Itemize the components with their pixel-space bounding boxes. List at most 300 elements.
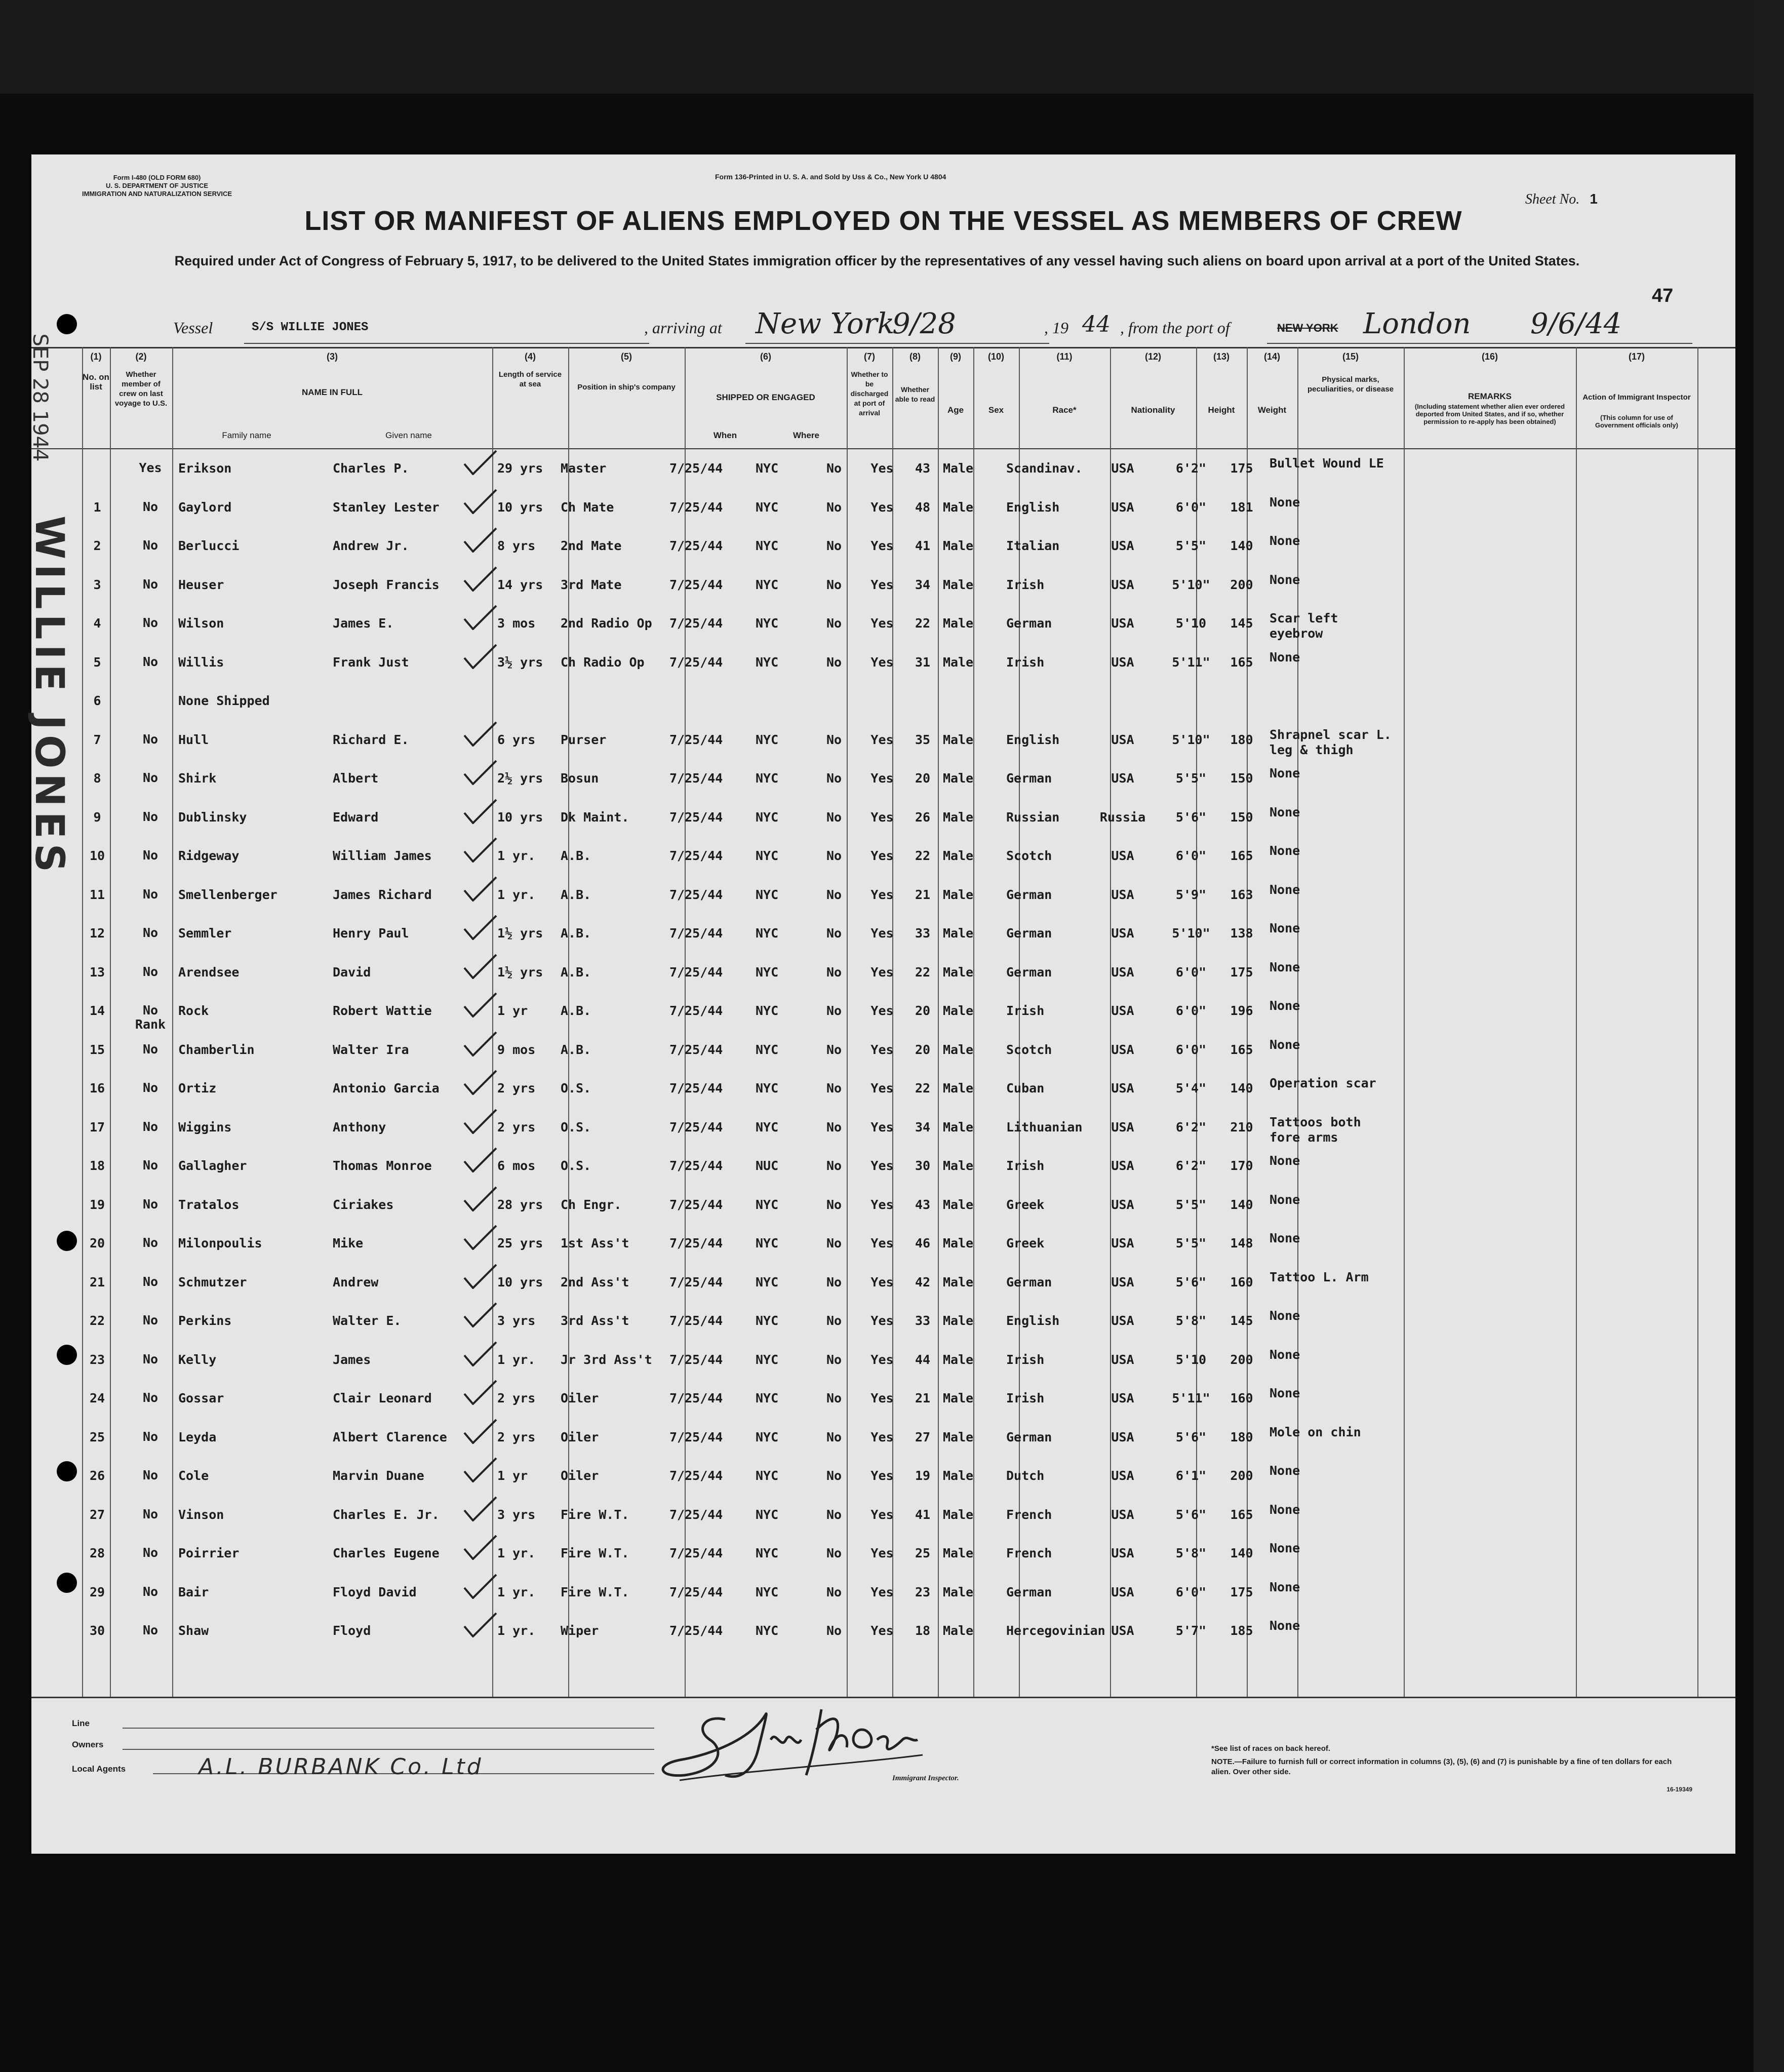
sex: Male (943, 1158, 974, 1173)
service-length: 1 yr. (497, 1546, 536, 1560)
sex: Male (943, 1042, 974, 1057)
discharged: No (826, 461, 842, 476)
shipped-when: 7/25/44 (669, 1197, 723, 1212)
weight: 140 (1230, 1081, 1253, 1096)
position: A.B. (561, 1042, 591, 1057)
age: 31 (915, 654, 931, 670)
shipped-when: 7/25/44 (669, 1391, 723, 1405)
checkmark-icon (462, 1264, 497, 1289)
service-length: 3 mos (497, 616, 536, 631)
manifest-sheet: Form I-480 (OLD FORM 680) U. S. DEPARTMENT OF JUSTICE IMMIGRATION AND NATURALIZATION SERVICE Form 136-Printed in U. S. A. and Sold by Uss & Co., New York U 4804 Sheet No. 1 LIST OR MANIFEST OF ALIENS EMPLOYED ON THE VESSEL AS MEMBERS OF CREW Required under Act of Congress of February 5, 1917, to be delivered to the United States immigration officer by the representatives of any vessel having such aliens on board upon arrival at a port of the United States. 47 Vessel S/S WILLIE JONES , arriving at New York 9/28 , 19 44 , from the port of NEW YORK London 9/6/44 (1) No. on list (2) Whether member of crew on last voyage to U.S. (3) NAME IN FULL Family name Given name (4) Length of service at sea (5) Position in ship's company (6) SHIPPED OR ENGAGED When Where (7) Whether to be discharged at port of arrival (8) Whether able to read (9) Age (10) Sex (11) Race* (12) Nationality (13) Height (14) Weight (15) Physical marks, peculiarities, or disease (16) REMARKS (Including statement whether alien ever ordered deported from United States, and if so, whether permission to re-apply has been obtained) (17) Action of Immigrant Inspector (This column for use of Government officials only) Yes Erikson Charles P. 29 yrs Master 7/25/44 NYC No Yes 43 Male Scandinav. USA 6'2" 175 Bullet Wound LE 1 No Gaylord Stanley Lester 10 yrs Ch Mate 7/25/44 NYC No Yes 48 Male English USA 6'0" 181 None 2 No Berlucci Andrew Jr. 8 yrs 2nd Mate 7/25/44 NYC No Yes 41 Male Italian USA 5'5" 140 None 3 No Heuser Joseph Francis 14 yrs 3rd Mate 7/25/44 NYC No Yes 34 Male Irish USA 5'10" 200 None 4 No Wilson James E. 3 mos 2nd Radio Op 7/25/44 NYC No Yes 22 Male German USA 5'10 145 Scar left eyebrow 5 No Willis Frank Just 3½ yrs Ch Radio Op 7/25/44 NYC No Yes 31 Male Irish USA 5'11" 165 None 6 None Shipped 7 No Hull Richard E. 6 yrs Purser 7/25/44 NYC No Yes 35 Male English USA 5'10" 180 Shrapnel scar L. leg & thigh 8 No Shirk Albert 2½ yrs Bosun 7/25/44 NYC No Yes 20 Male German USA 5'5" 150 None 9 No Dublinsky Edward 10 yrs Dk Maint. 7/25/44 NYC No Yes 26 Male Russian Russia 5'6" 150 None 10 No Ridgeway William James 1 yr. A.B. 7/25/44 NYC No Yes 22 Male Scotch USA 6'0" 165 None 11 No Smellenberger James Richard 1 yr. A.B. 7/25/44 NYC No Yes 21 Male German USA 5'9" 163 None 12 No Semmler Henry Paul 1½ yrs A.B. 7/25/44 NYC No Yes 33 Male German USA 5'10" 138 None 13 No Arendsee David 1½ yrs A.B. 7/25/44 NYC No Yes 22 Male German USA 6'0" 175 None 14 No Rank Rock Robert Wattie 1 yr A.B. 7/25/44 NYC No Yes 20 Male Irish USA 6'0" 196 None 15 No Chamberlin Walter Ira 9 mos A.B. 7/25/44 NYC No Yes 20 Male Scotch USA 6'0" 165 None 16 No Ortiz Antonio Garcia 2 yrs O.S. 7/25/44 NYC No Yes 22 Male Cuban USA 5'4" 140 Operation scar 17 No Wiggins Anthony 2 yrs O.S. 7/25/44 NYC No Yes 34 Male Lithuanian USA 6'2" 210 Tattoos both fore arms 18 No Gallagher Thomas Monroe 6 mos O.S. 7/25/44 NUC No Yes 30 Male Irish USA 6'2" 170 None 19 No Tratalos Ciriakes 28 yrs Ch Engr. 7/25/44 NYC No Yes 43 Male Greek USA 5'5" 140 None 20 No Milonpoulis Mike 25 yrs 1st Ass't 7/25/44 NYC No Yes 46 Male Greek USA 5'5" 148 None 21 No Schmutzer Andrew 10 yrs 2nd Ass't 7/25/44 NYC No Yes 42 Male German USA 5'6" 160 Tattoo L. Arm 22 No Perkins Walter E. 3 yrs 3rd Ass't 7/25/44 NYC No Yes 33 Male English USA 5'8" 145 None 23 No Kelly James 1 yr. Jr 3rd Ass't 7/25/44 NYC No Yes 44 Male Irish USA 5'10 200 None 24 No Gossar Clair Leonard 2 yrs Oiler 7/25/44 NYC No Yes 21 Male Irish USA 5'11" 160 None 25 No Leyda Albert Clarence 2 yrs Oiler 7/25/44 NYC No Yes 27 Male German USA 5'6" 180 Mole on chin 26 No Cole Marvin Duane 1 yr Oiler 7/25/44 NYC No Yes 19 Male Dutch USA 6'1" 200 None 27 No Vinson Charles E. Jr. 3 yrs Fire W.T. 7/25/44 NYC No Yes 41 Male French USA 5'6" 165 None 28 No Poirrier Charles Eugene 1 yr. Fire W.T. 7/25/44 NYC No Yes 25 Male French USA 5'8" 140 None 29 No Bair Floyd David 1 yr. Fire W.T. 7/25/44 NYC No Yes 23 Male German USA 6'0" 175 None 30 No Shaw Floyd 1 yr. Wiper 7/25/44 NYC No Yes 18 Male Hercegovinian USA 5'7" 185 None Line Owners Local Agents A.L. BURBANK Co. Ltd Immigrant Inspector. *See list of races on back hereof. NOTE.—Failure to furnish full or correct information in columns (3), (5), (6) and (7) is punishable by a fine of ten dollars for each alien. Over other side. 16-19349 SEP 28 1944 WILLIE JONES (31, 154, 1735, 1854)
sex: Male (943, 887, 974, 902)
shipped-when: 7/25/44 (669, 1623, 723, 1638)
physical-marks: Mole on chin (1270, 1424, 1361, 1439)
position: Ch Mate (561, 499, 614, 515)
position: Purser (561, 732, 607, 747)
physical-marks: None (1270, 1541, 1300, 1555)
family-name: Gaylord (178, 499, 232, 515)
sex: Male (943, 1507, 974, 1522)
line-label: Line (72, 1718, 90, 1728)
service-length: 8 yrs (497, 538, 536, 553)
discharged: No (826, 1584, 842, 1599)
discharged: No (826, 964, 842, 980)
weight: 170 (1230, 1158, 1253, 1173)
family-name: Tratalos (178, 1197, 240, 1212)
table-row (31, 1618, 1735, 1662)
list-number: 21 (89, 1274, 105, 1289)
physical-marks: None (1270, 533, 1300, 548)
list-number: 18 (89, 1158, 105, 1173)
position: O.S. (561, 1081, 591, 1096)
table-row (31, 649, 1735, 693)
table-row (31, 1037, 1735, 1081)
weight: 200 (1230, 1352, 1253, 1367)
list-number: 4 (93, 616, 101, 631)
race: Russian (1006, 809, 1060, 825)
table-row (31, 766, 1735, 809)
able-to-read: Yes (870, 1158, 894, 1173)
shipped-when: 7/25/44 (669, 848, 723, 863)
family-name: Smellenberger (178, 887, 277, 902)
position: A.B. (561, 1003, 591, 1018)
checkmark-icon (462, 1612, 497, 1637)
position: A.B. (561, 887, 591, 902)
list-number: 13 (89, 964, 105, 980)
service-length: 2½ yrs (497, 771, 543, 786)
discharged: No (826, 809, 842, 825)
table-row (31, 1192, 1735, 1236)
given-name: Albert (333, 771, 379, 786)
shipped-where: NYC (756, 654, 779, 670)
nationality: USA (1111, 1391, 1134, 1405)
footer-notes: *See list of races on back hereof. NOTE.—Failure to furnish full or correct information in columns (3), (5), (6) and (7) is punishable by a fine of ten dollars for each alien. Over other side. 16-19349 (1211, 1744, 1692, 1793)
shipped-where: NYC (756, 848, 779, 863)
sex: Male (943, 1623, 974, 1638)
arriving-label: , arriving at (644, 319, 722, 337)
discharged: No (826, 1546, 842, 1560)
crew-last-voyage: No (142, 848, 158, 863)
table-bottom-rule (31, 1697, 1735, 1698)
height: 6'2" (1175, 1158, 1207, 1173)
list-number: 1 (93, 499, 101, 515)
service-length: 2 yrs (497, 1391, 536, 1405)
given-name: Floyd (333, 1623, 371, 1638)
family-name: Shaw (178, 1623, 209, 1638)
position: Fire W.T. (561, 1507, 629, 1522)
shipped-where: NYC (756, 1236, 779, 1250)
weight: 140 (1230, 538, 1253, 553)
family-name: Dublinsky (178, 809, 247, 825)
nationality: USA (1111, 461, 1134, 476)
weight: 185 (1230, 1623, 1253, 1638)
able-to-read: Yes (870, 1081, 894, 1096)
sex: Male (943, 616, 974, 631)
shipped-where: NYC (756, 809, 779, 825)
discharged: No (826, 616, 842, 631)
weight: 163 (1230, 887, 1253, 902)
list-number: 23 (89, 1352, 105, 1367)
shipped-where: NYC (756, 926, 779, 941)
table-row (31, 1114, 1735, 1158)
age: 33 (915, 1313, 931, 1328)
physical-marks: None (1270, 766, 1300, 780)
sex: Male (943, 1274, 974, 1289)
sex: Male (943, 1352, 974, 1367)
physical-marks: None (1270, 1153, 1300, 1168)
family-name: Wiggins (178, 1119, 232, 1135)
shipped-when: 7/25/44 (669, 654, 723, 670)
nationality: USA (1111, 1042, 1134, 1057)
nationality: USA (1111, 1081, 1134, 1096)
age: 26 (915, 809, 931, 825)
shipped-when: 7/25/44 (669, 1546, 723, 1560)
given-name: Walter Ira (333, 1042, 409, 1057)
age: 20 (915, 771, 931, 786)
race: English (1006, 1313, 1060, 1328)
crew-last-voyage: No (142, 1545, 158, 1560)
physical-marks: Tattoo L. Arm (1270, 1269, 1369, 1284)
checkmark-icon (462, 1419, 497, 1444)
table-row (31, 572, 1735, 616)
list-number: 2 (93, 538, 101, 553)
sex: Male (943, 926, 974, 941)
crew-last-voyage: No (142, 1119, 158, 1134)
weight: 160 (1230, 1274, 1253, 1289)
shipped-when: 7/25/44 (669, 887, 723, 902)
service-length: 2 yrs (497, 1429, 536, 1444)
weight: 160 (1230, 1391, 1253, 1405)
crew-last-voyage: No (142, 964, 158, 979)
crew-last-voyage: No (142, 538, 158, 553)
shipped-where: NYC (756, 1546, 779, 1560)
shipped-where: NYC (756, 732, 779, 747)
height: 5'7" (1175, 1623, 1207, 1638)
given-name: Anthony (333, 1119, 386, 1135)
race: Irish (1006, 1158, 1045, 1173)
age: 43 (915, 461, 931, 476)
given-name: Charles Eugene (333, 1546, 440, 1560)
able-to-read: Yes (870, 1429, 894, 1444)
height: 6'0" (1175, 964, 1207, 980)
family-name: Schmutzer (178, 1274, 247, 1289)
physical-marks: None (1270, 1037, 1300, 1052)
nationality: USA (1111, 1158, 1134, 1173)
physical-marks: Operation scar (1270, 1076, 1376, 1090)
table-row (31, 1231, 1735, 1274)
physical-marks: Tattoos both fore arms (1270, 1114, 1361, 1145)
shipped-where: NYC (756, 1429, 779, 1444)
sex: Male (943, 461, 974, 476)
shipped-when: 7/25/44 (669, 1081, 723, 1096)
shipped-where: NYC (756, 1197, 779, 1212)
service-length: 1 yr. (497, 1623, 536, 1638)
sex: Male (943, 848, 974, 863)
height: 6'0" (1175, 848, 1207, 863)
height: 5'5" (1175, 771, 1207, 786)
crew-last-voyage: No (142, 1390, 158, 1405)
physical-marks: None (1270, 1463, 1300, 1478)
service-length: 1½ yrs (497, 926, 543, 941)
nationality: USA (1111, 1584, 1134, 1599)
weight: 150 (1230, 809, 1253, 825)
race: German (1006, 964, 1052, 980)
sex: Male (943, 1429, 974, 1444)
arriving-date: 9/28 (892, 307, 956, 340)
table-row (31, 1308, 1735, 1352)
height: 5'6" (1175, 1274, 1207, 1289)
height: 5'10 (1175, 616, 1207, 631)
height: 5'10" (1172, 732, 1210, 747)
nationality: USA (1111, 1546, 1134, 1560)
list-number: 7 (93, 732, 101, 747)
race: French (1006, 1507, 1052, 1522)
shipped-where: NYC (756, 1081, 779, 1096)
weight: 200 (1230, 577, 1253, 592)
shipped-when: 7/25/44 (669, 1274, 723, 1289)
from-port: London (1363, 307, 1471, 340)
able-to-read: Yes (870, 461, 894, 476)
discharged: No (826, 1391, 842, 1405)
race: Hercegovinian (1006, 1623, 1105, 1638)
height: 5'8" (1175, 1313, 1207, 1328)
checkmark-icon (462, 760, 497, 785)
given-name: Richard E. (333, 732, 409, 747)
shipped-where: NYC (756, 1313, 779, 1328)
height: 5'5" (1175, 1197, 1207, 1212)
shipped-where: NYC (756, 538, 779, 553)
agents-label: Local Agents (72, 1764, 126, 1774)
nationality: USA (1111, 1003, 1134, 1018)
race: Irish (1006, 1391, 1045, 1405)
table-row (31, 1347, 1735, 1391)
able-to-read: Yes (870, 1468, 894, 1483)
able-to-read: Yes (870, 1391, 894, 1405)
year-value: 44 (1082, 311, 1111, 337)
height: 6'0" (1175, 1042, 1207, 1057)
shipped-when: 7/25/44 (669, 1352, 723, 1367)
checkmark-icon (462, 1457, 497, 1482)
position: 3rd Mate (561, 577, 622, 592)
table-row (31, 1424, 1735, 1468)
from-port-struck: NEW YORK (1277, 322, 1338, 334)
able-to-read: Yes (870, 616, 894, 631)
family-name: Rock (178, 1003, 209, 1018)
service-length: 3 yrs (497, 1313, 536, 1328)
sex: Male (943, 1313, 974, 1328)
discharged: No (826, 771, 842, 786)
table-row (31, 727, 1735, 771)
able-to-read: Yes (870, 1274, 894, 1289)
position: 2nd Mate (561, 538, 622, 553)
position: Oiler (561, 1391, 599, 1405)
physical-marks: None (1270, 843, 1300, 858)
weight: 196 (1230, 1003, 1253, 1018)
position: Jr 3rd Ass't (561, 1352, 652, 1367)
shipped-where: NYC (756, 1119, 779, 1135)
race: German (1006, 616, 1052, 631)
discharged: No (826, 926, 842, 941)
checkmark-icon (462, 527, 497, 553)
position: Oiler (561, 1468, 599, 1483)
crew-last-voyage: No (142, 615, 158, 630)
given-name: Clair Leonard (333, 1391, 432, 1405)
physical-marks: None (1270, 1347, 1300, 1362)
position: 2nd Radio Op (561, 616, 652, 631)
position: 1st Ass't (561, 1236, 629, 1250)
weight: 165 (1230, 848, 1253, 863)
race: French (1006, 1546, 1052, 1560)
list-number: 25 (89, 1429, 105, 1444)
age: 48 (915, 499, 931, 515)
vessel-line (173, 307, 1692, 342)
weight: 175 (1230, 1584, 1253, 1599)
physical-marks: None (1270, 649, 1300, 664)
table-row (31, 611, 1735, 654)
nationality: USA (1111, 964, 1134, 980)
age: 41 (915, 1507, 931, 1522)
able-to-read: Yes (870, 499, 894, 515)
family-name: Gossar (178, 1391, 224, 1405)
height: 6'1" (1175, 1468, 1207, 1483)
age: 22 (915, 616, 931, 631)
shipped-where: NYC (756, 1274, 779, 1289)
given-name: Frank Just (333, 654, 409, 670)
able-to-read: Yes (870, 654, 894, 670)
given-name: Marvin Duane (333, 1468, 424, 1483)
table-row (31, 1463, 1735, 1507)
weight: 148 (1230, 1236, 1253, 1250)
age: 41 (915, 538, 931, 553)
physical-marks: None (1270, 1386, 1300, 1400)
family-name: Leyda (178, 1429, 217, 1444)
service-length: 28 yrs (497, 1197, 543, 1212)
height: 5'5" (1175, 1236, 1207, 1250)
given-name: Thomas Monroe (333, 1158, 432, 1173)
sex: Male (943, 499, 974, 515)
height: 5'8" (1175, 1546, 1207, 1560)
checkmark-icon (462, 876, 497, 902)
header-top-rule (31, 347, 1735, 348)
height: 5'10" (1172, 926, 1210, 941)
race: German (1006, 926, 1052, 941)
shipped-where: NYC (756, 1391, 779, 1405)
discharged: No (826, 538, 842, 553)
list-number: 11 (89, 887, 105, 902)
table-row (31, 693, 1735, 732)
age: 34 (915, 1119, 931, 1135)
age: 21 (915, 887, 931, 902)
service-length: 1 yr. (497, 848, 536, 863)
discharged: No (826, 577, 842, 592)
discharged: No (826, 1003, 842, 1018)
discharged: No (826, 1468, 842, 1483)
given-name: James (333, 1352, 371, 1367)
able-to-read: Yes (870, 1352, 894, 1367)
sex: Male (943, 732, 974, 747)
race: Greek (1006, 1236, 1045, 1250)
race: Scandinav. (1006, 461, 1083, 476)
from-label: , from the port of (1120, 319, 1230, 337)
position: Wiper (561, 1623, 599, 1638)
weight: 145 (1230, 1313, 1253, 1328)
crew-last-voyage: No (142, 499, 158, 514)
checkmark-icon (462, 1186, 497, 1211)
service-length: 1½ yrs (497, 964, 543, 980)
inspector-signature (649, 1699, 933, 1785)
shipped-where: NYC (756, 1352, 779, 1367)
age: 25 (915, 1546, 931, 1560)
header-bottom-rule (31, 448, 1735, 449)
race: Dutch (1006, 1468, 1045, 1483)
shipped-where: NYC (756, 461, 779, 476)
family-name: Chamberlin (178, 1042, 255, 1057)
height: 5'6" (1175, 1507, 1207, 1522)
family-name: Wilson (178, 616, 224, 631)
service-length: 10 yrs (497, 499, 543, 515)
form-identifier: Form I-480 (OLD FORM 680) U. S. DEPARTMENT OF JUSTICE IMMIGRATION AND NATURALIZATION SERVICE (82, 174, 232, 198)
family-name: Heuser (178, 577, 224, 592)
checkmark-icon (462, 992, 497, 1018)
service-length: 10 yrs (497, 1274, 543, 1289)
checkmark-icon (462, 1535, 497, 1560)
nationality: Russia (1099, 809, 1146, 825)
height: 5'11" (1172, 1391, 1210, 1405)
vessel-label: Vessel (173, 319, 213, 337)
shipped-when: 7/25/44 (669, 964, 723, 980)
checkmark-icon (462, 489, 497, 514)
physical-marks: None (1270, 959, 1300, 974)
table-row (31, 494, 1735, 538)
sex: Male (943, 809, 974, 825)
shipped-where: NYC (756, 1003, 779, 1018)
crew-last-voyage: No (142, 1468, 158, 1482)
shipped-when: 7/25/44 (669, 732, 723, 747)
given-name: Ciriakes (333, 1197, 394, 1212)
table-row (31, 1153, 1735, 1197)
discharged: No (826, 1507, 842, 1522)
weight: 140 (1230, 1197, 1253, 1212)
able-to-read: Yes (870, 964, 894, 980)
list-number: 10 (89, 848, 105, 863)
table-row (31, 1076, 1735, 1119)
service-length: 14 yrs (497, 577, 543, 592)
sex: Male (943, 1584, 974, 1599)
able-to-read: Yes (870, 1584, 894, 1599)
shipped-when: 7/25/44 (669, 1429, 723, 1444)
table-row (31, 1386, 1735, 1429)
weight: 175 (1230, 964, 1253, 980)
discharged: No (826, 1081, 842, 1096)
service-length: 25 yrs (497, 1236, 543, 1250)
shipped-where: NYC (756, 771, 779, 786)
crew-last-voyage: No (142, 1080, 158, 1095)
checkmark-icon (462, 1225, 497, 1250)
weight: 140 (1230, 1546, 1253, 1560)
given-name: Robert Wattie (333, 1003, 432, 1018)
crew-last-voyage: No (142, 925, 158, 940)
vessel-name: S/S WILLIE JONES (252, 321, 369, 334)
discharged: No (826, 848, 842, 863)
checkmark-icon (462, 1031, 497, 1057)
checkmark-icon (462, 450, 497, 475)
sex: Male (943, 1081, 974, 1096)
table-row (31, 1541, 1735, 1584)
position: 2nd Ass't (561, 1274, 629, 1289)
weight: 200 (1230, 1468, 1253, 1483)
race: German (1006, 771, 1052, 786)
shipped-when: 7/25/44 (669, 809, 723, 825)
shipped-when: 7/25/44 (669, 461, 723, 476)
